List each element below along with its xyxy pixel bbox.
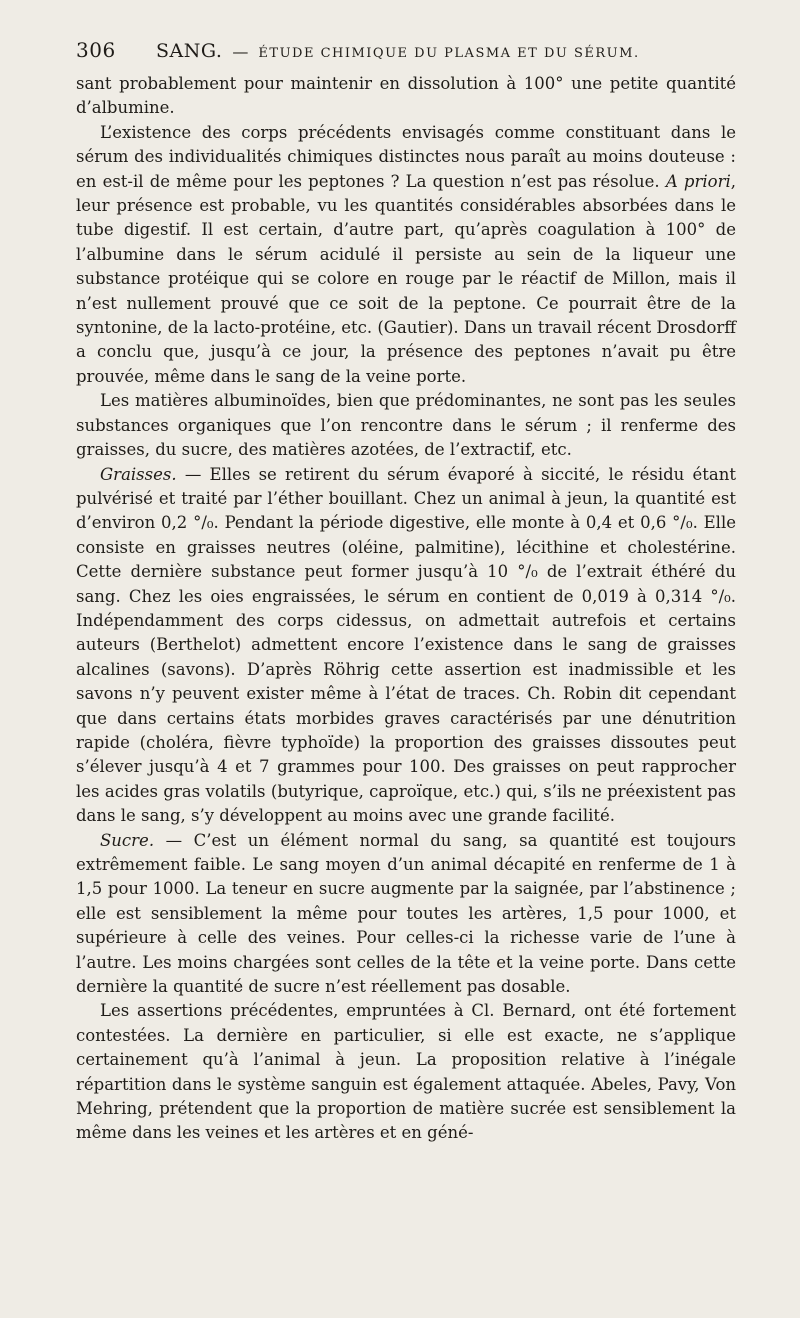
sucre-text: — C’est un élément normal du sang, sa quantité est toujours extrêmement faible. Le sang moyen d’un animal décapité en renferme de 1 à 1,5 pour 1000. La teneur en sucre augmente par la saignée, par l’abstinence ; elle est sensiblement la même pour toutes les artères, 1,5 pour 1000, et supérieure à celle des veines. Pour celles-ci la richesse varie de l’une à l’autre. Les moins chargées sont celles de la tête et la veine porte. Dans cette dernière la quantité de sucre n’est réellement pas dosable. <box>76 830 736 997</box>
graisses-heading: Graisses. <box>100 464 177 484</box>
paragraph-organic-substances: Les matières albuminoïdes, bien que prédominantes, ne sont pas les seules substances organiques que l’on rencontre dans le sérum ; il renferme des graisses, du sucre, des matières azotées, de l’extractif, etc. <box>76 391 736 460</box>
paragraph-albumine: sant probablement pour maintenir en dissolution à 100° une petite quantité d’albumine. <box>76 74 736 118</box>
paragraph-graisses <box>76 463 736 829</box>
paragraph-peptones-lead: L’existence des corps précédents envisagés comme constituant dans le sérum des individualités chimiques distinctes nous paraît au moins douteuse : en est-il de même pour les peptones ? La question n’est pas résolue. <box>76 122 736 191</box>
section-title: SANG. <box>156 40 223 62</box>
running-head <box>76 38 736 68</box>
book-page <box>76 38 736 1146</box>
paragraph-peptones <box>76 121 736 389</box>
sucre-heading: Sucre. <box>100 830 155 850</box>
section-subtitle: ÉTUDE CHIMIQUE DU PLASMA ET DU SÉRUM. <box>258 46 640 61</box>
paper-bleedthrough <box>140 1208 740 1238</box>
paragraph-sucre <box>76 829 736 1000</box>
graisses-text: — Elles se retirent du sérum évaporé à siccité, le résidu étant pulvérisé et traité par l’éther bouillant. Chez un animal à jeun, la quantité est d’environ 0,2 °/₀. Pendant la période digestive, elle monte à 0,4 et 0,6 °/₀. Elle consiste en graisses neutres (oléine, palmitine), lécithine et cholestérine. Cette dernière substance peut former jusqu’à 10 °/₀ de l’extrait éthéré du sang. Chez les oies engraissées, le sérum en contient de 0,019 à 0,314 °/₀. Indépendamment des corps cidessus, on admettait autrefois et certains auteurs (Berthelot) admettent encore l’existence dans le sang de graisses alcalines (savons). D’après Röhrig cette assertion est inadmissible et les savons n’y peuvent exister même à l’état de traces. Ch. Robin dit cependant que dans certains états morbides graves caractérisés par une dénutrition rapide (choléra, fièvre typhoïde) la proportion des graisses dissoutes peut s’élever jusqu’à 4 et 7 grammes pour 100. Des graisses on peut rapprocher les acides gras volatils (butyrique, caproïque, etc.) qui, s’ils ne préexistent pas dans le sang, s’y développent au moins avec une grande facilité. <box>76 464 736 826</box>
paragraph-peptones-rest: , leur présence est probable, vu les quantités considérables absorbées dans le tube digestif. Il est certain, d’autre part, qu’après coagulation à 100° de l’albumine dans le sérum acidulé il persiste au sein de la liqueur une substance protéique qui se colore en rouge par le réactif de Millon, mais il n’est nullement prouvé que ce soit de la peptone. Ce pourrait être de la syntonine, de la lacto-protéine, etc. (Gautier). Dans un travail récent Drosdorff a conclu que, jusqu’à ce jour, la présence des peptones n’avait pu être prouvée, même dans le sang de la veine porte. <box>76 171 736 386</box>
header-separator: — <box>232 42 249 61</box>
paragraph-assertions: Les assertions précédentes, empruntées à Cl. Bernard, ont été fortement contestées. La dernière en particulier, si elle est exacte, ne s’applique certainement qu’à l’animal à jeun. La proposition relative à l’inégale répartition dans le système sanguin est également attaquée. Abeles, Pavy, Von Mehring, prétendent que la proportion de matière sucrée est sensiblement la même dans les veines et les artères et en géné- <box>76 1001 736 1143</box>
page-number: 306 <box>76 38 116 62</box>
a-priori-term: A priori <box>665 171 731 191</box>
